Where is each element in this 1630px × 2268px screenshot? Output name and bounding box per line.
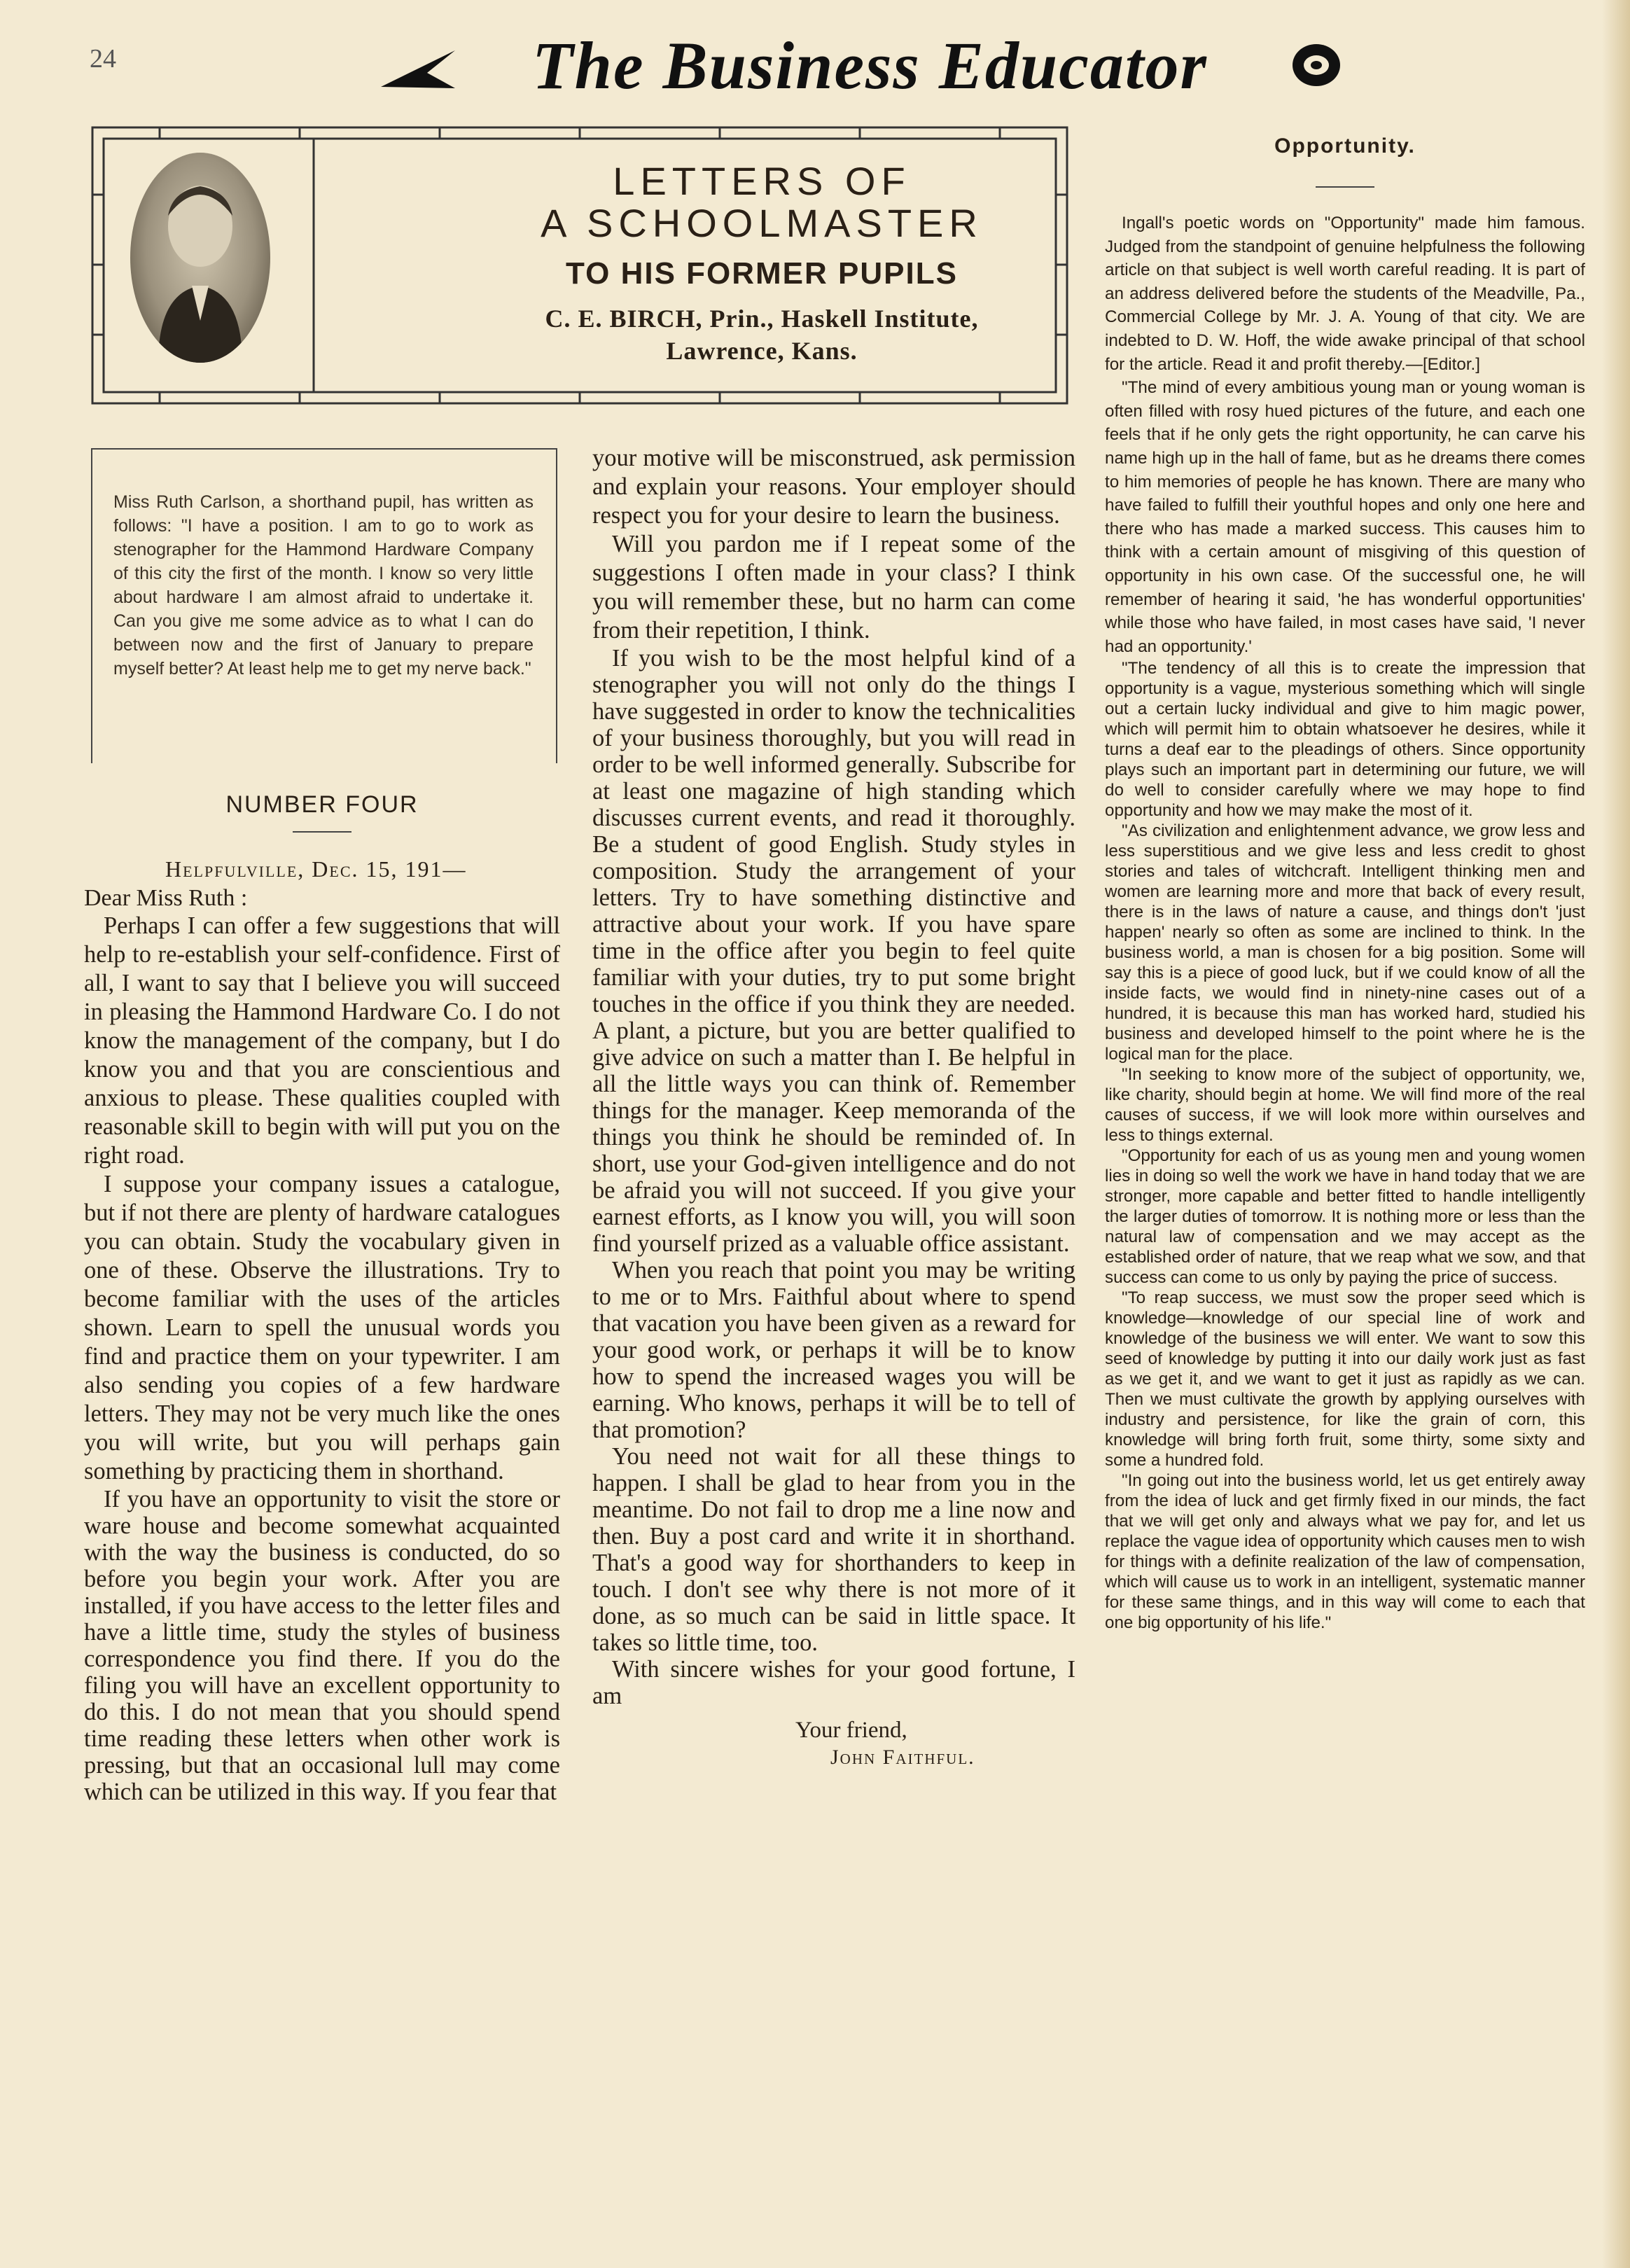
article-header <box>90 125 1070 406</box>
header-author: C. E. BIRCH, Prin., Haskell Institute, <box>545 305 979 333</box>
opportunity-rule <box>1316 186 1374 188</box>
opportunity-paragraph: Ingall's poetic words on "Opportunity" made him famous. Judged from the standpoint of genuine helpfulness the following article on that subject is well worth careful reading. It is part of an address delivered before the students of the Meadville, Pa., Commercial College by Mr. J. A. Young of that city. We are indebted to D. W. Hoff, the wide awake principal of that school for the article. Read it and profit thereby.—[Editor.] <box>1105 214 1585 374</box>
opportunity-article <box>1105 126 1585 1633</box>
opportunity-paragraph: "Opportunity for each of us as young men and young women lies in doing so well the work we have in hand today that we are stronger, more capable and better fitted to handle intelligently the larger duties of tomorrow. It is nothing more or less than the natural law of compensation and we may accept as the established order of nature, that we reap what we sow, and that success can come to us only by paying the price of success. <box>1105 1146 1585 1288</box>
letter-paragraph: I suppose your company issues a catalogue, but if not there are plenty of hardware catalogues you can obtain. Study the vocabulary given in one of these. Observe the illustrations. Try to become familiar with the uses of the articles shown. Learn to spell the unusual words you find and practice them on your typewriter. I am also sending you copies of a few hardware letters. They may not be very much like the ones you will write, but you will perhaps gain something by practicing them in shorthand. <box>84 1171 560 1484</box>
quill-ornament-icon <box>378 45 462 94</box>
page-edge <box>1602 0 1630 2268</box>
header-location: Lawrence, Kans. <box>666 337 858 365</box>
letter-paragraph: You need not wait for all these things to happen. I shall be glad to hear from you in the meantime. Do not fail to drop me a line now and then. Buy a post card and write it in shorthand. That's a good way for shorthanders to keep in touch. I don't see why there is not more of it done, as so much can be said in little space. It takes so little time, too. <box>592 1443 1075 1656</box>
letter-number-heading: NUMBER FOUR <box>225 791 419 818</box>
opportunity-paragraph: "As civilization and enlightenment advance, we grow less and less superstitious and we give less and less credit to ghost stories and tales of witchcraft. Intelligent thinking men and women are learning more and more that back of every result, there is in the laws of nature a cause, and things don't 'just happen' nearly so often as some are inclined to think. In the business world, a man is chosen for a big position. Some will say this is a piece of good luck, but if we could know of all the inside facts, we would find in ninety-nine cases out of a hundred, it is because this man has worked hard, studied his business and developed himself to the point where he is the logical man for the place. <box>1105 821 1585 1064</box>
header-title-line1: LETTERS OF <box>613 159 911 203</box>
heading-rule <box>293 831 351 833</box>
letter-paragraph: Will you pardon me if I repeat some of the suggestions I often made in your class? I think you will remember these, but no harm can come from their repetition, I think. <box>592 531 1075 643</box>
page-number: 24 <box>90 44 116 74</box>
pupil-letter-box <box>91 448 557 763</box>
opportunity-paragraph: "In seeking to know more of the subject of opportunity, we, like charity, should begin at home. We will find more of the real causes of success, if we will look more within ourselves and less to things external. <box>1105 1065 1585 1146</box>
letter-column-2 <box>592 444 1075 1769</box>
masthead <box>378 21 1344 112</box>
opportunity-paragraph: "The mind of every ambitious young man or young woman is often filled with rosy hued pictures of the future, and each one feels that if he only gets the right opportunity, he can carve his name high up in the hall of fame, but as he dreams there comes to him memories of people he has known. There are many who have failed to fulfill their youthful hopes and only one here and there who has made a marked success. This causes him to think with a certain amount of misgiving of this question of opportunity in his own case. Of the successful one, he will remember of hearing it said, 'he has wonderful opportunities' while those who have failed, in most cases have said, 'I never had an opportunity.' <box>1105 378 1585 656</box>
letter-paragraph: With sincere wishes for your good fortune, I am <box>592 1656 1075 1709</box>
portrait-figure <box>130 153 270 363</box>
pupil-letter-text: Miss Ruth Carlson, a shorthand pupil, has written as follows: "I have a position. I am to go to work as stenographer for the Hammond Hardware Company of this city the first of the month. I know so very little about hardware I am almost afraid to undertake it. Can you give me some advice as to what I can do between now and the first of January to prepare myself better? At least help me to get my nerve back." <box>113 492 534 679</box>
letter-dateline: Helpfulville, Dec. 15, 191— <box>165 856 467 882</box>
header-subtitle: TO HIS FORMER PUPILS <box>566 256 958 291</box>
letter-paragraph: If you have an opportunity to visit the store or ware house and become somewhat acquainted with the way the business is conducted, do so before you begin your work. After you are installed, if you have access to the letter files and have a little time, study the styles of business correspondence you find there. If you do the filing you will have an excellent opportunity to do this. I do not mean that you should spend time reading these letters when other work is pressing, but that an occasional lull may come which can be utilized in this way. If you fear that <box>84 1486 560 1805</box>
masthead-title: The Business Educator <box>532 28 1208 103</box>
emblem-icon <box>1288 41 1344 90</box>
letter-paragraph: your motive will be misconstrued, ask permission and explain your reasons. Your employer should respect you for your desire to learn the business. <box>592 445 1075 529</box>
letter-salutation: Dear Miss Ruth : <box>84 885 248 911</box>
letter-paragraph: When you reach that point you may be writing to me or to Mrs. Faithful about where to spend that vacation you have been given as a reward for your good work, or perhaps it will be to know how to spend the increased wages you will be earning. Who knows, perhaps it will be to tell of that promotion? <box>592 1257 1075 1443</box>
letter-column-1 <box>84 784 560 1805</box>
letter-paragraph: Perhaps I can offer a few suggestions that will help to re-establish your self-confidence. First of all, I want to say that I believe you will succeed in pleasing the Hammond Hardware Co. I do not know the management of the company, but I do know you and that you are conscientious and anxious to please. These qualities coupled with reasonable skill to begin with will put you on the right road. <box>84 912 560 1169</box>
opportunity-paragraph: "In going out into the business world, let us get entirely away from the idea of luck and get firmly fixed in our minds, the fact that we will get only and always what we pay for, and let us replace the vague idea of opportunity which causes men to wish for things with a definite realization of the law of compensation, which will cause us to work in an intelligent, systematic manner for these same things, and in this way will come to each that one big opportunity of his life." <box>1105 1471 1585 1633</box>
author-portrait <box>130 153 270 363</box>
opportunity-paragraph: "The tendency of all this is to create the impression that opportunity is a vague, mysterious something which will single out a certain lucky individual and give to him magic power, which will permit him to obtain whatsoever he desires, while it turns a deaf ear to the pleadings of others. Since opportunity plays such an important part in determining our future, we will do well to consider carefully where we may hope to find opportunity and how we may make the most of it. <box>1105 659 1585 821</box>
opportunity-title: Opportunity. <box>1274 134 1416 158</box>
opportunity-paragraph: "To reap success, we must sow the proper seed which is knowledge—knowledge of our special line of work and knowledge of the business we will enter. We want to sow this seed of knowledge by putting it into our daily work just as fast as we get it, and we want to get it just as rapidly as we can. Then we must cultivate the growth by applying ourselves with industry and persistence, for like the grain of corn, this knowledge will bring forth fruit, some thirty, some sixty and some a hundred fold. <box>1105 1288 1585 1470</box>
letter-paragraph: If you wish to be the most helpful kind of a stenographer you will not only do the things I have suggested in order to know the technicalities of your business thoroughly, but you will read in order to be well informed generally. Subscribe for at least one magazine of high standing which discusses current events, and read it thoroughly. Be a student of good English. Study styles in composition. Study the arrangement of your letters. Try to have something distinctive and attractive about your work. If you have spare time in the office after you begin to feel quite familiar with your duties, try to put some bright touches in the office if you think they are needed. A plant, a picture, but you are better qualified to give advice on such a matter than I. Be helpful in all the little ways you can think of. Remember things for the manager. Keep memoranda of the things you think he should be reminded of. In short, use your God-given intelligence and do not be afraid you will not succeed. If you give your earnest efforts, as I know you will, you will soon find yourself prized as a valuable office assistant. <box>592 645 1075 1257</box>
letter-signature: John Faithful. <box>830 1746 975 1769</box>
letter-closing: Your friend, <box>795 1718 907 1743</box>
header-title-line2: A SCHOOLMASTER <box>541 201 983 245</box>
